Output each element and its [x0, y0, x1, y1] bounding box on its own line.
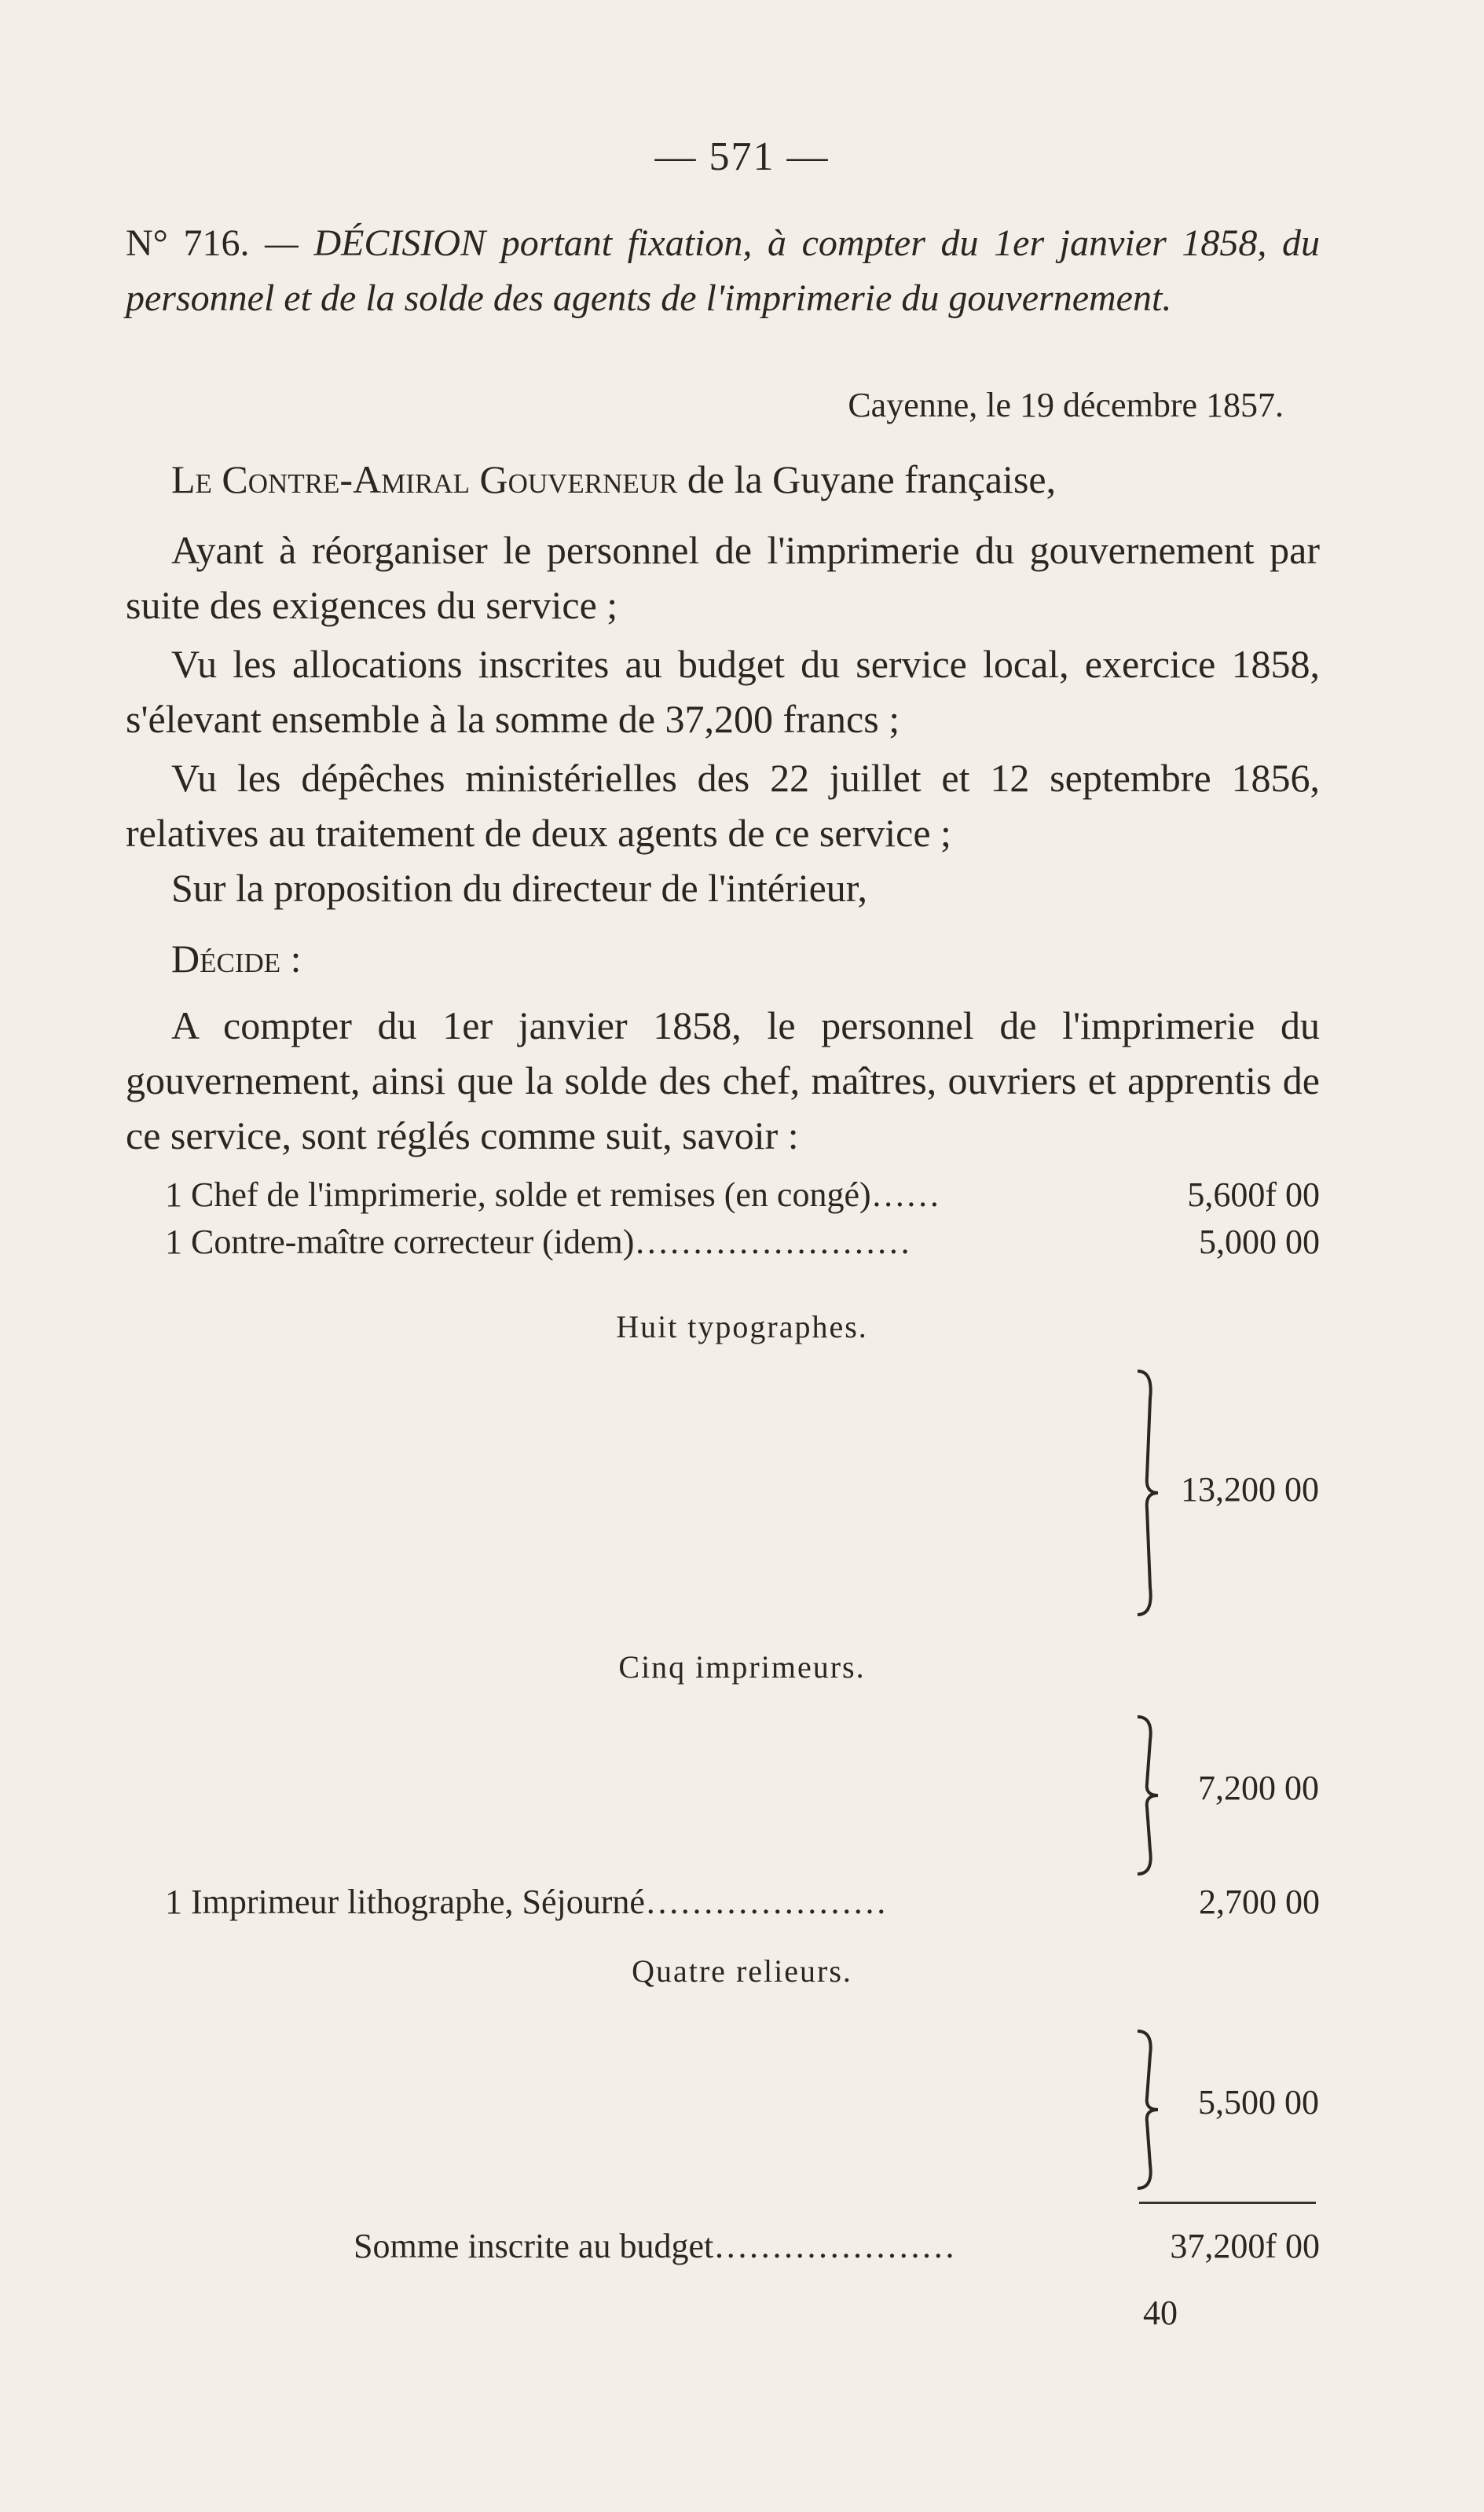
- sum-rule: [1139, 2202, 1316, 2204]
- brace-relieurs: [1131, 2027, 1163, 2192]
- decision-title: — DÉCISION portant fixation, à compter du 1er janvier 1858, du personnel et de la solde des agents de l'imprimerie du gouvernement.: [126, 222, 1321, 319]
- paragraph-allocations: Vu les allocations inscrites au budget du service local, exercice 1858, s'élevant ensemble à la somme de 37,200 francs ;: [126, 642, 1320, 741]
- paragraph-decide: [126, 931, 1320, 986]
- section-total: 13,200 00: [1181, 1470, 1319, 1509]
- brace-typographes: [1131, 1367, 1163, 1619]
- governor-title: Le Contre-Amiral Gouverneur: [171, 457, 678, 501]
- decide-label: Décide :: [171, 937, 302, 981]
- section-total: 5,500 00: [1198, 2083, 1319, 2121]
- row-amount: 2,700 00: [1199, 1883, 1320, 1921]
- section-title: Huit typographes.: [616, 1309, 868, 1344]
- decision-number: N° 716.: [126, 222, 250, 264]
- row-label: Somme inscrite au budget…………………: [354, 2227, 956, 2265]
- section-total: 7,200 00: [1198, 1769, 1319, 1807]
- section-title: Quatre relieurs.: [632, 1953, 852, 1989]
- place-date: Cayenne, le 19 décembre 1857.: [848, 386, 1284, 424]
- row-label: 1 Imprimeur lithographe, Séjourné…………………: [165, 1883, 887, 1921]
- governor-rest: de la Guyane française,: [677, 457, 1057, 501]
- row-amount: 5,600f 00: [1187, 1175, 1320, 1214]
- row-label: 1 Chef de l'imprimerie, solde et remises (en congé)……: [165, 1175, 940, 1214]
- row-amount: 37,200f 00: [1170, 2227, 1320, 2265]
- paragraph-reorganize: Ayant à réorganiser le personnel de l'imprimerie du gouvernement par suite des exigences du service ;: [126, 528, 1320, 627]
- decision-heading: [126, 216, 1320, 326]
- signature-mark: 40: [1143, 2294, 1178, 2332]
- section-title: Cinq imprimeurs.: [618, 1649, 866, 1685]
- brace-imprimeurs: [1131, 1713, 1163, 1878]
- paragraph-effective: A compter du 1er janvier 1858, le personnel de l'imprimerie du gouvernement, ainsi que la solde des chef, maîtres, ouvriers et apprentis de ce service, sont réglés comme suit, savoir :: [126, 1003, 1320, 1157]
- row-amount: 5,000 00: [1199, 1223, 1320, 1261]
- row-label: 1 Contre-maître correcteur (idem)……………………: [165, 1223, 911, 1261]
- paragraph-proposition: Sur la proposition du directeur de l'intérieur,: [171, 866, 867, 910]
- page-number: — 571 —: [654, 134, 830, 179]
- paragraph-depeches: Vu les dépêches ministérielles des 22 juillet et 12 septembre 1856, relatives au traitement de deux agents de ce service ;: [126, 756, 1320, 855]
- paragraph-governor: [126, 452, 1320, 507]
